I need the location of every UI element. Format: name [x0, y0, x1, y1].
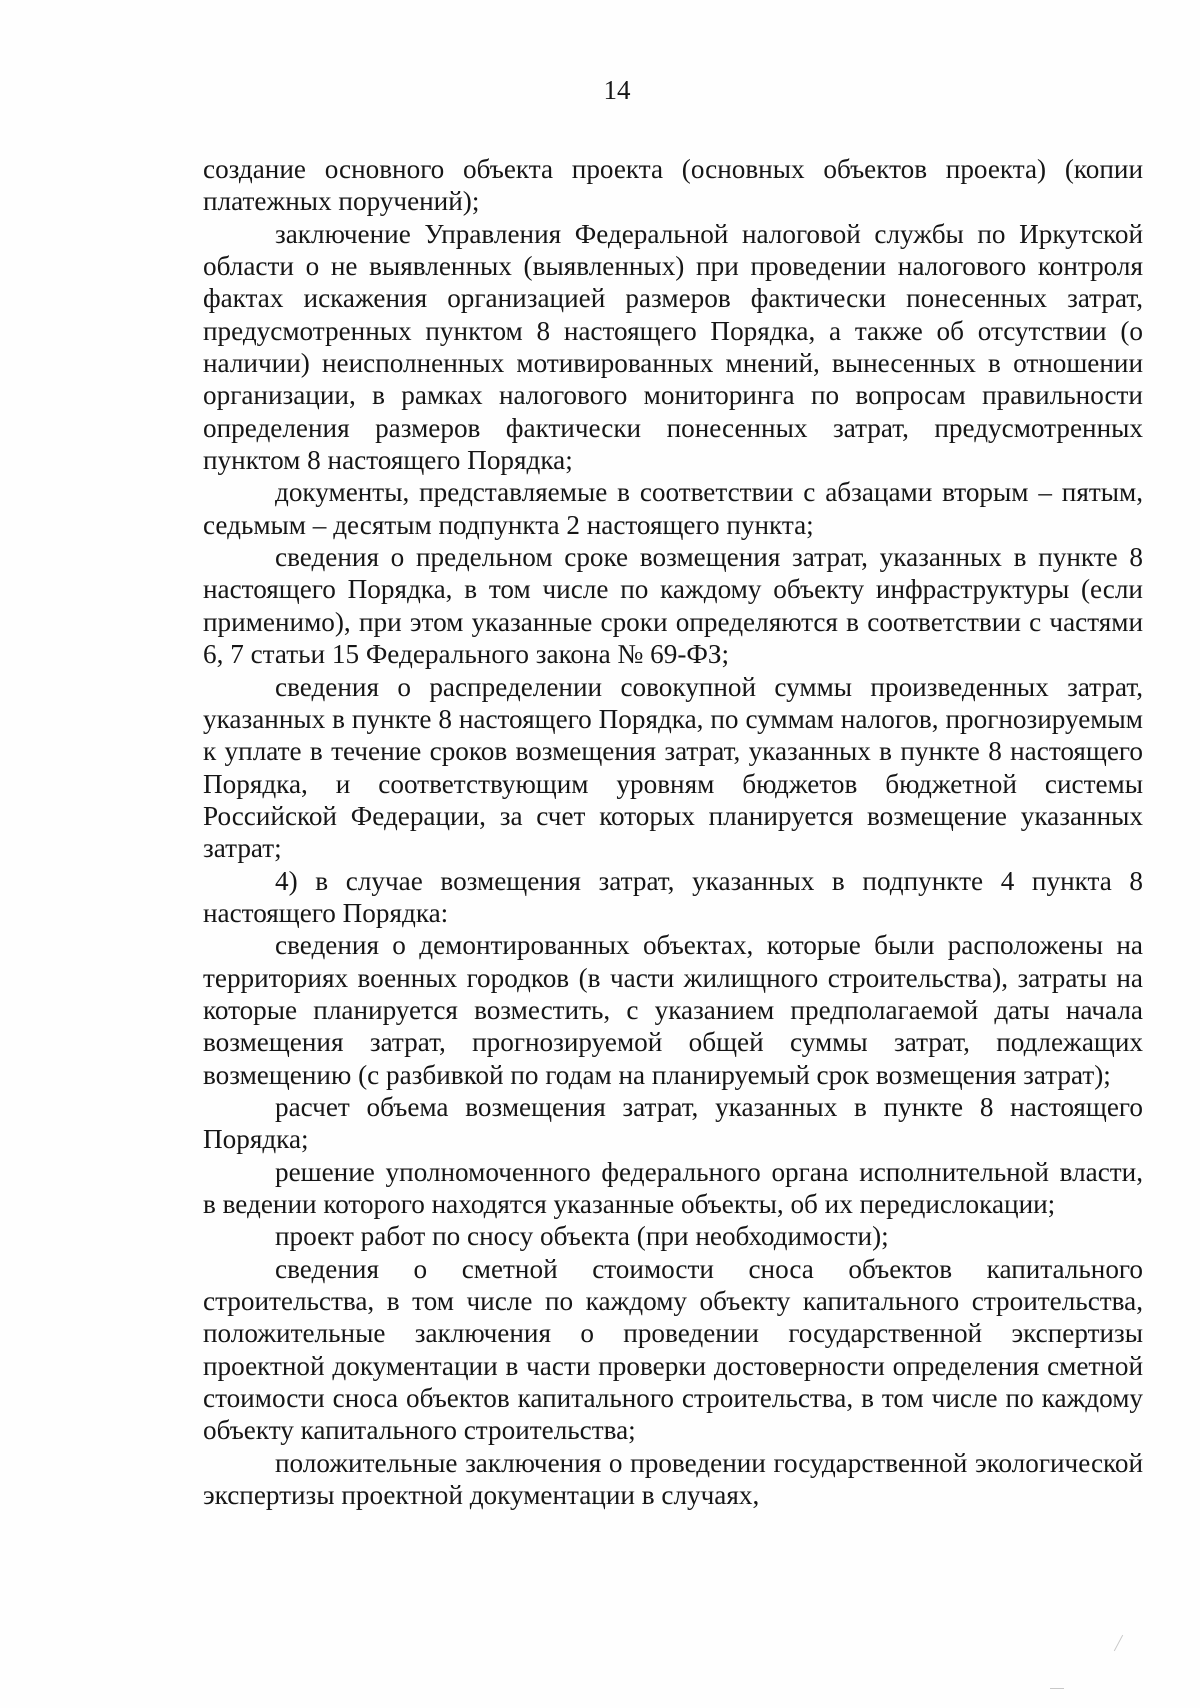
paragraph: расчет объема возмещения затрат, указанных в пункте 8 настоящего Порядка;: [203, 1091, 1143, 1155]
paragraph: сведения о предельном сроке возмещения затрат, указанных в пункте 8 настоящего Порядка, в том числе по каждому объекту инфраструктуры (если применимо), при этом указанные сроки определяются в соответствии с частями 6, 7 статьи 15 Федерального закона № 69-ФЗ;: [203, 542, 1143, 670]
paragraph: сведения о демонтированных объектах, которые были расположены на территориях военных городков (в части жилищного строительства), затраты на которые планируется возместить, с указанием предполагаемой даты начала возмещения затрат, прогнозируемой общей суммы затрат, подлежащих возмещению (с разбивкой по годам на планируемый срок возмещения затрат);: [203, 930, 1143, 1090]
paragraph: 4) в случае возмещения затрат, указанных в подпункте 4 пункта 8 настоящего Порядка:: [203, 865, 1143, 928]
paragraph: сведения о распределении совокупной суммы произведенных затрат, указанных в пункте 8 настоящего Порядка, по суммам налогов, прогнозируемым к уплате в течение сроков возмещения затрат, указанных в пункте 8 настоящего Порядка, и соответствующим уровням бюджетов бюджетной системы Российской Федерации, за счет которых планируется возмещение указанных затрат;: [203, 671, 1143, 864]
paragraph: положительные заключения о проведении государственной экологической экспертизы проектной документации в случаях,: [203, 1447, 1143, 1511]
scan-artifact: [1114, 1635, 1123, 1651]
paragraph: проект работ по сносу объекта (при необходимости);: [275, 1221, 889, 1252]
paragraph: сведения о сметной стоимости сноса объектов капитального строительства, в том числе по каждому объекту капитального строительства, положительные заключения о проведении государственной экспертизы проектной документации в части проверки достоверности определения сметной стоимости сноса объектов капитального строительства, в том числе по каждому объекту капитального строительства;: [203, 1253, 1143, 1446]
paragraph: создание основного объекта проекта (основных объектов проекта) (копии платежных поручений);: [203, 154, 1143, 217]
paragraph: документы, представляемые в соответствии с абзацами вторым – пятым, седьмым – десятым подпункта 2 настоящего пункта;: [203, 477, 1143, 540]
scan-artifact: [1050, 1688, 1064, 1689]
paragraph: заключение Управления Федеральной налоговой службы по Иркутской области о не выявленных (выявленных) при проведении налогового контроля фактах искажения организацией размеров фактически понесенных затрат, предусмотренных пунктом 8 настоящего Порядка, а также об отсутствии (о наличии) неисполненных мотивированных мнений, вынесенных в отношении организации, в рамках налогового мониторинга по вопросам правильности определения размеров фактически понесенных затрат, предусмотренных пунктом 8 настоящего Порядка;: [203, 218, 1143, 476]
page-number: 14: [603, 75, 631, 105]
paragraph: решение уполномоченного федерального органа исполнительной власти, в ведении которого находятся указанные объекты, об их передислокации;: [203, 1156, 1143, 1219]
document-body: [203, 153, 1143, 1511]
